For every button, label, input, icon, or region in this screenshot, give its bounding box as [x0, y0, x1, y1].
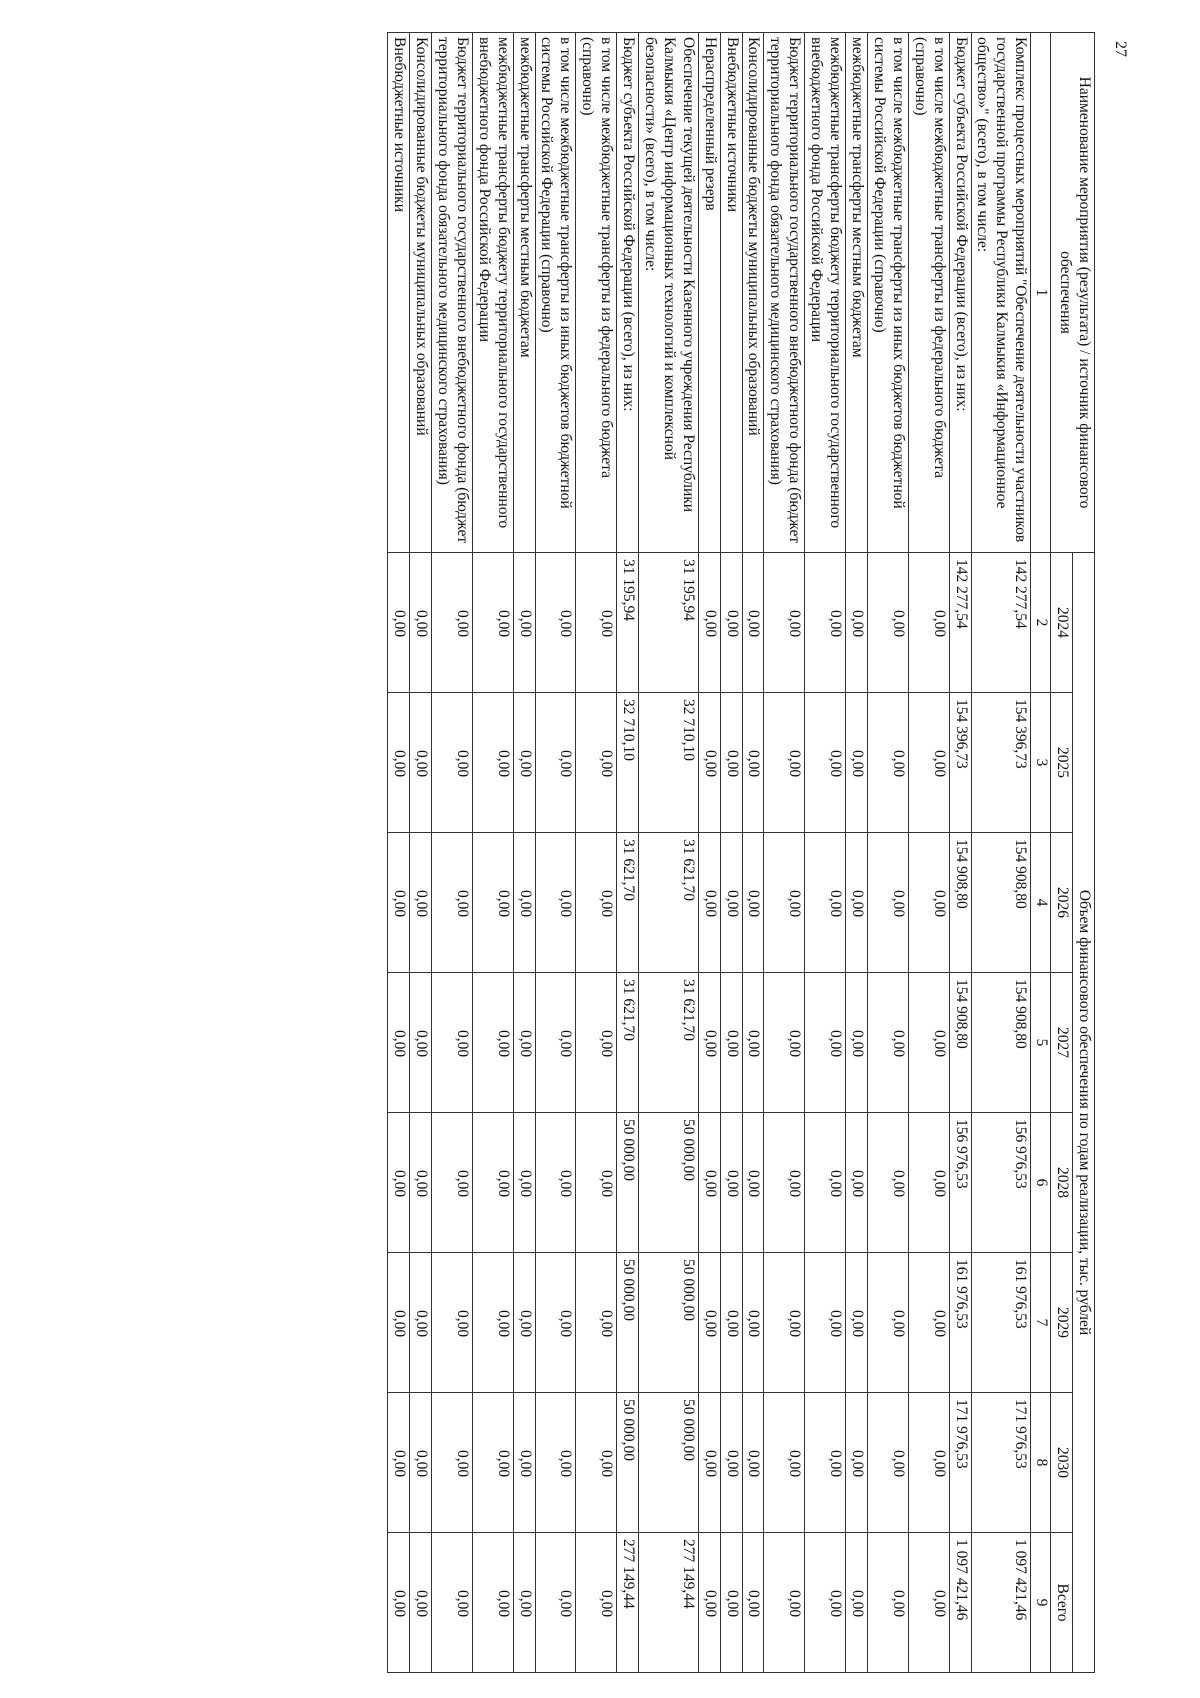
table-row: [576, 33, 617, 1673]
year-header: 2029: [1051, 1253, 1073, 1393]
row-value-cell: 0,00: [805, 973, 846, 1113]
row-value-cell: 50 000,00: [617, 1393, 639, 1533]
row-value-cell: 0,00: [846, 973, 868, 1113]
row-value-cell: 31 621,70: [617, 973, 639, 1113]
row-value-cell: 50 000,00: [639, 1253, 699, 1393]
row-value-cell: 0,00: [868, 693, 909, 833]
row-value-cell: 0,00: [410, 1393, 432, 1533]
row-value-cell: 171 976,53: [949, 1393, 971, 1533]
row-value-cell: 0,00: [908, 693, 949, 833]
row-value-cell: 0,00: [720, 553, 742, 693]
row-value-cell: 0,00: [846, 1253, 868, 1393]
row-value-cell: 0,00: [513, 833, 535, 973]
column-number: 3: [1031, 693, 1051, 833]
row-name-cell: Консолидированные бюджеты муниципальных образований: [742, 33, 764, 553]
row-value-cell: 0,00: [742, 973, 764, 1113]
table-row: [639, 33, 699, 1673]
table-row: [742, 33, 764, 1673]
row-total-cell: 1 097 421,46: [949, 1533, 971, 1673]
row-total-cell: 0,00: [868, 1533, 909, 1673]
row-value-cell: 161 976,53: [949, 1253, 971, 1393]
page-number: 27: [1112, 41, 1129, 57]
row-value-cell: 0,00: [388, 1113, 410, 1253]
row-value-cell: 0,00: [698, 553, 720, 693]
row-value-cell: 31 621,70: [639, 833, 699, 973]
row-total-cell: 0,00: [535, 1533, 576, 1673]
row-value-cell: 0,00: [535, 553, 576, 693]
column-number: 5: [1031, 973, 1051, 1113]
row-value-cell: 0,00: [388, 833, 410, 973]
table-row: [846, 33, 868, 1673]
row-value-cell: 0,00: [472, 553, 513, 693]
table-body: [388, 33, 1031, 1673]
table-row: [805, 33, 846, 1673]
row-name-cell: Внебюджетные источники: [720, 33, 742, 553]
row-value-cell: 0,00: [720, 1113, 742, 1253]
row-total-cell: 0,00: [764, 1533, 805, 1673]
row-value-cell: 0,00: [698, 833, 720, 973]
row-total-cell: 0,00: [698, 1533, 720, 1673]
row-value-cell: 0,00: [846, 833, 868, 973]
row-value-cell: 0,00: [805, 833, 846, 973]
row-value-cell: 0,00: [513, 1113, 535, 1253]
row-value-cell: 0,00: [846, 693, 868, 833]
row-total-cell: 0,00: [410, 1533, 432, 1673]
row-name-cell: Нераспределенный резерв: [698, 33, 720, 553]
row-value-cell: 142 277,54: [949, 553, 971, 693]
row-name-cell: Внебюджетные источники: [388, 33, 410, 553]
row-total-cell: 0,00: [908, 1533, 949, 1673]
row-value-cell: 154 396,73: [949, 693, 971, 833]
column-number: 6: [1031, 1113, 1051, 1253]
row-value-cell: 50 000,00: [639, 1393, 699, 1533]
row-value-cell: 154 908,80: [949, 833, 971, 973]
row-value-cell: 171 976,53: [971, 1393, 1031, 1533]
row-total-cell: 277 149,44: [617, 1533, 639, 1673]
row-total-cell: 0,00: [846, 1533, 868, 1673]
row-name-cell: межбюджетные трансферты бюджету территориального государственного внебюджетного фонда Российской Федерации: [805, 33, 846, 553]
row-name-cell: межбюджетные трансферты местным бюджетам: [513, 33, 535, 553]
row-value-cell: 0,00: [805, 1113, 846, 1253]
row-value-cell: 154 396,73: [971, 693, 1031, 833]
row-value-cell: 154 908,80: [971, 833, 1031, 973]
row-value-cell: 0,00: [868, 553, 909, 693]
row-value-cell: 0,00: [472, 833, 513, 973]
row-value-cell: 50 000,00: [617, 1253, 639, 1393]
row-value-cell: 0,00: [535, 693, 576, 833]
row-value-cell: 0,00: [410, 693, 432, 833]
table-row: [432, 33, 473, 1673]
volume-header: Объем финансового обеспечения по годам реализации, тыс. рублей: [1073, 553, 1095, 1673]
row-value-cell: 0,00: [698, 1253, 720, 1393]
row-value-cell: 0,00: [698, 1113, 720, 1253]
row-value-cell: 0,00: [432, 1253, 473, 1393]
row-name-cell: в том числе межбюджетные трансферты из федерального бюджета (справочно): [908, 33, 949, 553]
row-value-cell: 0,00: [410, 553, 432, 693]
row-name-cell: межбюджетные трансферты бюджету территориального государственного внебюджетного фонда Российской Федерации: [472, 33, 513, 553]
table-row: [971, 33, 1031, 1673]
row-value-cell: 0,00: [720, 833, 742, 973]
row-value-cell: 0,00: [868, 1113, 909, 1253]
row-total-cell: 0,00: [472, 1533, 513, 1673]
row-value-cell: 0,00: [513, 553, 535, 693]
row-name-cell: в том числе межбюджетные трансферты из иных бюджетов бюджетной системы Российской Федерации (справочно): [868, 33, 909, 553]
table-row: [908, 33, 949, 1673]
row-value-cell: 0,00: [472, 973, 513, 1113]
row-value-cell: 0,00: [805, 553, 846, 693]
row-value-cell: 0,00: [764, 833, 805, 973]
year-header: 2024: [1051, 553, 1073, 693]
row-value-cell: 0,00: [805, 1393, 846, 1533]
row-name-cell: Бюджет территориального государственного внебюджетного фонда (бюджет территориального фонда обязательного медицинского страхования): [432, 33, 473, 553]
financing-table: [387, 32, 1095, 1673]
row-value-cell: 0,00: [908, 1253, 949, 1393]
row-value-cell: 31 621,70: [639, 973, 699, 1113]
table-row: [472, 33, 513, 1673]
row-value-cell: 0,00: [576, 553, 617, 693]
row-value-cell: 0,00: [868, 833, 909, 973]
row-value-cell: 32 710,10: [639, 693, 699, 833]
row-value-cell: 0,00: [410, 1253, 432, 1393]
row-value-cell: 0,00: [410, 973, 432, 1113]
row-value-cell: 0,00: [576, 1113, 617, 1253]
row-total-cell: 0,00: [720, 1533, 742, 1673]
name-column-header: Наименование мероприятия (результата) / источник финансового обеспечения: [1051, 33, 1095, 553]
row-value-cell: 0,00: [388, 693, 410, 833]
row-value-cell: 0,00: [908, 1393, 949, 1533]
row-value-cell: 0,00: [576, 1393, 617, 1533]
row-value-cell: 0,00: [908, 833, 949, 973]
row-value-cell: 0,00: [846, 1393, 868, 1533]
table-row: [388, 33, 410, 1673]
row-value-cell: 154 908,80: [949, 973, 971, 1113]
year-header: 2026: [1051, 833, 1073, 973]
row-value-cell: 0,00: [868, 1393, 909, 1533]
row-value-cell: 0,00: [868, 973, 909, 1113]
row-value-cell: 0,00: [742, 1253, 764, 1393]
row-value-cell: 0,00: [513, 693, 535, 833]
row-total-cell: 277 149,44: [639, 1533, 699, 1673]
row-value-cell: 0,00: [388, 553, 410, 693]
row-value-cell: 154 908,80: [971, 973, 1031, 1113]
column-number: 1: [1031, 33, 1051, 553]
column-number: 9: [1031, 1533, 1051, 1673]
column-number: 7: [1031, 1253, 1051, 1393]
column-number: 2: [1031, 553, 1051, 693]
row-value-cell: 0,00: [720, 693, 742, 833]
row-value-cell: 156 976,53: [971, 1113, 1031, 1253]
row-value-cell: 0,00: [908, 553, 949, 693]
row-value-cell: 0,00: [764, 553, 805, 693]
row-name-cell: Комплекс процессных мероприятий "Обеспечение деятельности участников государственной программы Республики Калмыкия «Информационное общество»" (всего), в том числе:: [971, 33, 1031, 553]
row-value-cell: 0,00: [472, 693, 513, 833]
row-name-cell: Бюджет субъекта Российской Федерации (всего), из них:: [617, 33, 639, 553]
row-name-cell: межбюджетные трансферты местным бюджетам: [846, 33, 868, 553]
column-number: 8: [1031, 1393, 1051, 1533]
table-row: [698, 33, 720, 1673]
table-row: [513, 33, 535, 1673]
total-header: Всего: [1051, 1533, 1073, 1673]
row-value-cell: 50 000,00: [639, 1113, 699, 1253]
row-value-cell: 0,00: [742, 1113, 764, 1253]
row-value-cell: 0,00: [576, 833, 617, 973]
table-row: [764, 33, 805, 1673]
row-name-cell: Бюджет субъекта Российской Федерации (всего), из них:: [949, 33, 971, 553]
row-value-cell: 0,00: [742, 1393, 764, 1533]
row-value-cell: 0,00: [513, 1393, 535, 1533]
row-value-cell: 0,00: [698, 693, 720, 833]
row-value-cell: 156 976,53: [949, 1113, 971, 1253]
row-value-cell: 0,00: [720, 1253, 742, 1393]
row-value-cell: 0,00: [742, 693, 764, 833]
row-value-cell: 0,00: [432, 833, 473, 973]
table-row: [720, 33, 742, 1673]
row-total-cell: 1 097 421,46: [971, 1533, 1031, 1673]
row-total-cell: 0,00: [805, 1533, 846, 1673]
row-name-cell: в том числе межбюджетные трансферты из федерального бюджета (справочно): [576, 33, 617, 553]
row-value-cell: 0,00: [846, 553, 868, 693]
row-value-cell: 0,00: [764, 1113, 805, 1253]
row-value-cell: 0,00: [432, 973, 473, 1113]
row-value-cell: 0,00: [432, 553, 473, 693]
row-value-cell: 0,00: [535, 973, 576, 1113]
row-value-cell: 0,00: [742, 553, 764, 693]
row-value-cell: 0,00: [698, 1393, 720, 1533]
row-value-cell: 0,00: [908, 1113, 949, 1253]
row-value-cell: 0,00: [472, 1253, 513, 1393]
row-value-cell: 0,00: [535, 1113, 576, 1253]
row-total-cell: 0,00: [513, 1533, 535, 1673]
row-value-cell: 0,00: [576, 693, 617, 833]
row-value-cell: 0,00: [868, 1253, 909, 1393]
table-row: [617, 33, 639, 1673]
year-header: 2027: [1051, 973, 1073, 1113]
row-name-cell: Консолидированные бюджеты муниципальных образований: [410, 33, 432, 553]
rotated-table-wrapper: [95, 32, 1095, 1672]
year-header: 2030: [1051, 1393, 1073, 1533]
row-value-cell: 0,00: [388, 973, 410, 1113]
row-value-cell: 0,00: [576, 1253, 617, 1393]
row-value-cell: 0,00: [535, 1393, 576, 1533]
row-value-cell: 0,00: [764, 973, 805, 1113]
row-value-cell: 0,00: [388, 1393, 410, 1533]
row-value-cell: 0,00: [742, 833, 764, 973]
row-value-cell: 31 621,70: [617, 833, 639, 973]
row-value-cell: 0,00: [432, 1393, 473, 1533]
row-value-cell: 31 195,94: [617, 553, 639, 693]
table-row: [949, 33, 971, 1673]
row-name-cell: в том числе межбюджетные трансферты из иных бюджетов бюджетной системы Российской Федерации (справочно): [535, 33, 576, 553]
row-value-cell: 142 277,54: [971, 553, 1031, 693]
row-value-cell: 161 976,53: [971, 1253, 1031, 1393]
column-numbers-row: [1031, 33, 1051, 1673]
row-value-cell: 0,00: [432, 1113, 473, 1253]
row-value-cell: 0,00: [472, 1393, 513, 1533]
row-value-cell: 50 000,00: [617, 1113, 639, 1253]
table-row: [410, 33, 432, 1673]
row-value-cell: 0,00: [698, 973, 720, 1113]
row-value-cell: 0,00: [472, 1113, 513, 1253]
row-total-cell: 0,00: [432, 1533, 473, 1673]
row-name-cell: Обеспечение текущей деятельности Казенного учреждения Республики Калмыкия «Центр информационных технологий и комплексной безопасности» (всего), в том числе:: [639, 33, 699, 553]
row-value-cell: 0,00: [432, 693, 473, 833]
row-value-cell: 0,00: [513, 973, 535, 1113]
row-total-cell: 0,00: [576, 1533, 617, 1673]
row-value-cell: 0,00: [513, 1253, 535, 1393]
row-value-cell: 0,00: [576, 973, 617, 1113]
row-value-cell: 0,00: [535, 833, 576, 973]
table-row: [535, 33, 576, 1673]
column-number: 4: [1031, 833, 1051, 973]
year-header: 2025: [1051, 693, 1073, 833]
year-header: 2028: [1051, 1113, 1073, 1253]
row-name-cell: Бюджет территориального государственного внебюджетного фонда (бюджет территориального фонда обязательного медицинского страхования): [764, 33, 805, 553]
row-value-cell: 0,00: [388, 1253, 410, 1393]
row-value-cell: 0,00: [764, 1253, 805, 1393]
row-value-cell: 0,00: [805, 693, 846, 833]
table-row: [868, 33, 909, 1673]
row-value-cell: 0,00: [410, 833, 432, 973]
row-value-cell: 0,00: [535, 1253, 576, 1393]
row-total-cell: 0,00: [388, 1533, 410, 1673]
row-value-cell: 0,00: [764, 693, 805, 833]
row-value-cell: 0,00: [764, 1393, 805, 1533]
row-value-cell: 0,00: [410, 1113, 432, 1253]
row-total-cell: 0,00: [742, 1533, 764, 1673]
row-value-cell: 32 710,10: [617, 693, 639, 833]
row-value-cell: 31 195,94: [639, 553, 699, 693]
row-value-cell: 0,00: [805, 1253, 846, 1393]
row-value-cell: 0,00: [720, 973, 742, 1113]
row-value-cell: 0,00: [720, 1393, 742, 1533]
row-value-cell: 0,00: [846, 1113, 868, 1253]
row-value-cell: 0,00: [908, 973, 949, 1113]
